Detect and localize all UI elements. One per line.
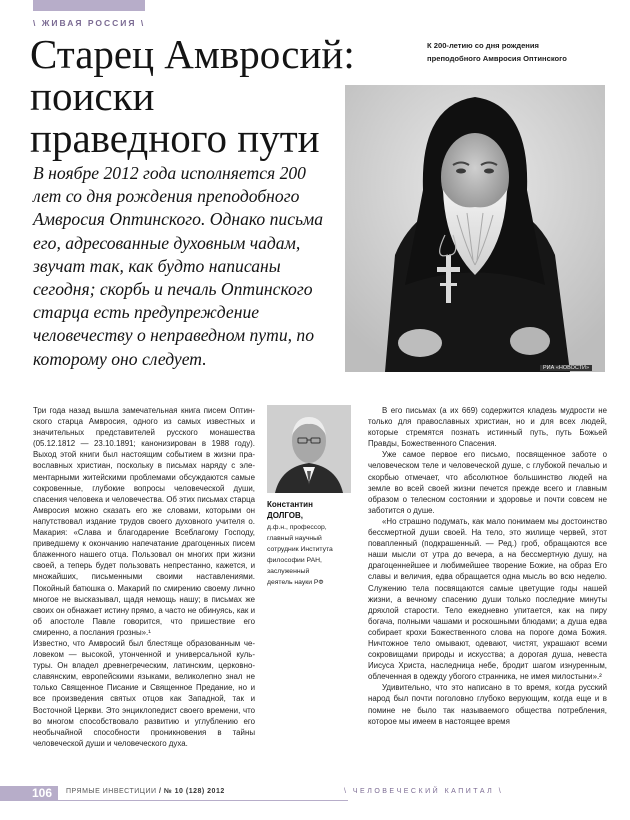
author-name-line: ДОЛГОВ, — [267, 511, 303, 520]
top-accent-bar — [33, 0, 145, 11]
author-name — [267, 499, 357, 521]
article-title — [30, 33, 390, 159]
title-line: Старец Амвросий: — [30, 31, 355, 77]
title-line: поиски — [30, 73, 155, 119]
page-number: 106 — [0, 786, 58, 801]
paragraph: Удивительно, что это написано в то время, когда русский народ был почти поголовно глубоко верующим, когда еще и в помине не было так называемого общества потребления, которое мы имеем в настоящее время — [368, 683, 607, 726]
author-info-line: главный научный — [267, 534, 322, 542]
author-info-line: философии РАН, — [267, 556, 322, 564]
title-line: праведного пути — [30, 115, 320, 161]
paragraph: Уже самое первое его письмо, посвященное заботе о человеческом теле и человеческой душе, с глубокой печалью и скорбью отмечает, что абсолютное большинство людей на земле во всей своей жизни печется прежде всего и главным образом о телесном состоянии и здоровье и почти совсем не заботится о душе. — [368, 450, 607, 515]
photo-drawing — [345, 85, 605, 372]
author-credentials — [267, 523, 359, 588]
paragraph: Три года назад вышла замечательная книга писем Оптинского старца Амвросия, одного из самых известных и значительных представителей русского монашества (05.12.1812 — 23.10.1891; канонизирован в 1988 году). Выход этой книги был настоящим событием в жизни православных христиан, поскольку в письмах наряду с элементарными житейскими проблемами обсуждаются самые сокровенные, глубокие вопросы человеческой души, спасения человека и человечества. Об этих письмах старца Амвросия можно сказать его же словами, которыми он напутствовал издание трудов своего духовного учителя о. Макария: «Слава и благодарение Всеблагому Господу, приведшему к окончанию напечатание драгоценных писем блаженного нашего отца. Пользовал он многих при жизни своей, а теперь будет пользовать непрестанно, кажется, и множайших, письменными своими наставлениями. Покойный батюшка о. Макарий по смирению своему лично многое не высказывал, щадя немощь нашу; в письмах же своих он обнажает истину прямо, а часто не обинуясь, как и об апостоле Павле говорится, что пришествие его смиренно, а послания грозны».¹ — [33, 406, 255, 637]
author-name-line: Константин — [267, 500, 313, 509]
footer-section: \ ЧЕЛОВЕЧЕСКИЙ КАПИТАЛ \ — [344, 788, 504, 795]
issue-label: / № 10 (128) 2012 — [159, 788, 225, 795]
author-info-line: д.ф.н., профессор, — [267, 524, 327, 531]
article-lead: В ноябре 2012 года исполняется 200 лет со дня рождения преподобного Амвросия Оптинского. Однако письма его, адресованные духовным чадам, звучат так, как будто написаны сегодня; скорбь и печаль Оптинского старца есть предупреждение человечеству о неправедном пути, по которому оно следует. — [33, 163, 324, 369]
paragraph: Известно, что Амвросий был блестяще образованным человеком — высокой, утонченной и универсальной культуры. Он владел древнегреческим, латинским, церковнославянским, европейскими языками, великолепно знал не только Священное Писание и Священное Предание, но и все произведения святых отцов как Западной, так и Восточной Церкви. Это энциклопедист своего времени, что во многом способствовало развитию и углублению его необычайной способности проникновения в тайны человеческой души и человеческого духа. — [33, 638, 255, 748]
author-portrait-photo — [267, 405, 351, 493]
paragraph: «Но страшно подумать, как мало понимаем мы достоинство бессмертной души своей. На тело, это жилище червей, этот повапленный (подкрашенный. — Ред.) гроб, обращаются все наши мысли от утра до вечера, а на бессмертную душу, на драгоценнейшее и любимейшее творение Божие, на образ Его славы и величия, едва обращается одна мысль во всю неделю. Служению тела посвящаются самые цветущие годы нашей жизни, а вечному спасению души только последние минуты дряхлой старости. Тело ежедневно упитается, как на пиру богача, полными чашами и роскошными блюдами; а душа едва собирает крохи Божественного слова на пороге дома Божия. Ничтожное тело омывают, одевают, чистят, украшают всеми сокровищами природы и искусства; а дорогая душа, невеста Иисуса Христа, наследница небе, бродит шагом изнуренным, облеченная в одежду убогого странника, не имея милостыни».² — [368, 516, 607, 682]
body-column-1 — [33, 405, 255, 749]
monk-portrait-photo — [345, 85, 605, 372]
caption-line: К 200-летию со дня рождения — [427, 41, 539, 50]
body-column-3 — [368, 405, 607, 727]
author-drawing — [267, 405, 351, 493]
footer-divider — [58, 800, 348, 801]
author-info-line: заслуженный — [267, 567, 310, 575]
magazine-footer — [66, 788, 225, 795]
photo-credit: РИА «НОВОСТИ» — [540, 365, 592, 371]
magazine-name: ПРЯМЫЕ ИНВЕСТИЦИИ — [66, 788, 157, 795]
caption-line: преподобного Амвросия Оптинского — [427, 53, 567, 63]
photo-caption — [427, 40, 617, 65]
author-info-line: сотрудник Института — [267, 545, 333, 553]
paragraph: В его письмах (а их 669) содержится кладезь мудрости не только для православных христиан, но и для всех людей, которые стремятся познать истинный путь, путь Божьей Правды, Божественного Спасения. — [368, 406, 607, 449]
author-info-line: деятель науки РФ — [267, 578, 324, 586]
section-rubric: \ ЖИВАЯ РОССИЯ \ — [33, 18, 146, 28]
